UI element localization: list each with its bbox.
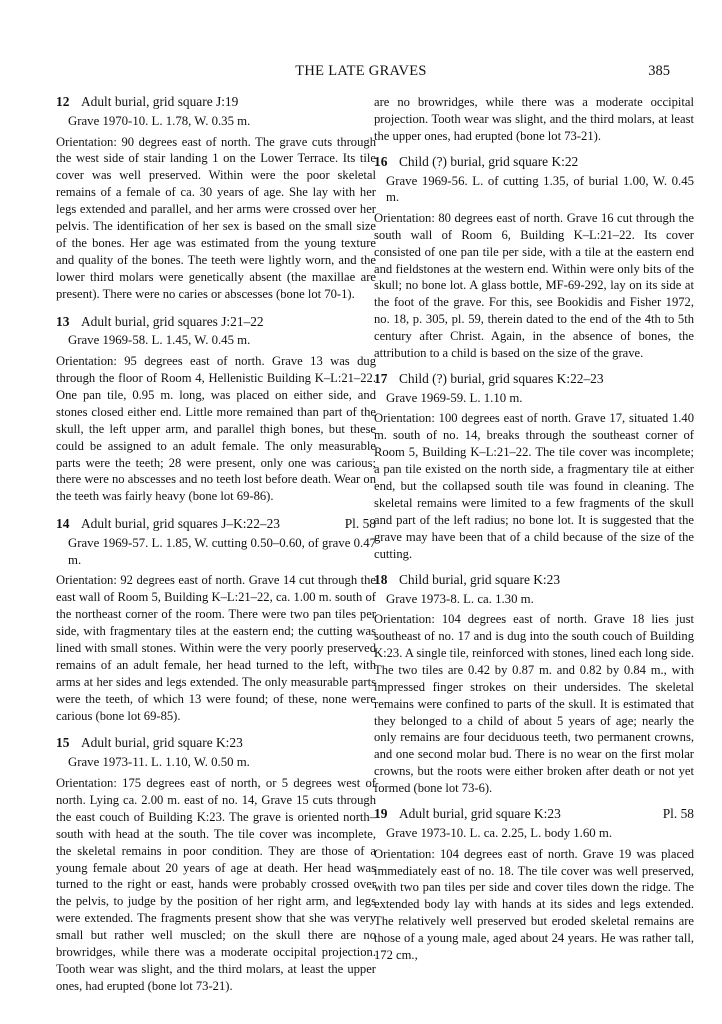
entry-title: Child burial, grid square K:23 <box>399 571 561 587</box>
entry-heading <box>56 94 376 111</box>
entry-title: Adult burial, grid squares J:21–22 <box>81 313 264 329</box>
entry-heading <box>56 516 376 533</box>
entry-description: Orientation: 175 degrees east of north, or 5 degrees west of north. Lying ca. 2.00 m. east of no. 14, Grave 15 cuts through the east couch of Building K:23. The grave is oriented north–south with head at the south. The tile cover was incomplete, the skeletal remains in poor condition. They are those of a young female about 20 years of age at death. Her head was turned to the right or east, hands were probably crossed over the pelvis, to judge by the position of her right arm, and legs were extended. The fragments present show that she was very small but rather well muscled; on the skull there are no browridges, while there was a moderate occipital projection. Tooth wear was slight, and the third molars, at least the upper ones, had erupted (bone lot 73-21). <box>56 775 376 993</box>
entry-title: Child (?) burial, grid square K:22 <box>399 153 579 169</box>
entry-heading <box>374 154 694 171</box>
entry-heading <box>56 314 376 331</box>
grave-measurements: Grave 1970-10. L. 1.78, W. 0.35 m. <box>68 113 251 128</box>
entry-description: Orientation: 104 degrees east of north. Grave 19 was placed immediately east of no. 18. The tile cover was well preserved, with two pan tiles per side and cover tiles down the ridge. The extended body lay with hands at its sides and legs extended. The relatively well preserved but eroded skeletal remains are those of a young male, aged about 24 years. He was rather tall, 172 cm., <box>374 846 694 963</box>
entry-15-continued: are no browridges, while there was a moderate occipital projection. Tooth wear was slight, and the third molars, at least the upper ones, had erupted (bone lot 73-21). <box>374 95 694 143</box>
right-column <box>374 94 694 964</box>
entry-16 <box>374 154 694 362</box>
entry-description: Orientation: 90 degrees east of north. The grave cuts through the west side of stair landing 1 on the Lower Terrace. Its tile cover was well preserved. Within were the poor skeletal remains of a female of ca. 30 years of age. She lay with her legs extended and parallel, and her arms were crossed over her pelvis. The identification of her sex is based on the small size of the bones. Her age was estimated from the young texture and quality of the bones. The teeth were lightly worn, and the lower third molars were genetically absent (the maxillae are present). There were no caries or abscesses (bone lot 70-1). <box>56 134 376 301</box>
entry-description: Orientation: 80 degrees east of north. Grave 16 cut through the south wall of Room 6, Building K–L:21–22. Its cover consisted of one pan tile per side, with a tile at the eastern end and fieldstones at the western end. Within were only bits of the skull; no bone lot. A glass bottle, MF-69-292, lay on its side at the foot of the grave. For this, see Bookidis and Fisher 1972, no. 18, p. 305, pl. 59, therein dated to the end of the 4th to 5th century after Christ. Again, in the absence of bones, the attribution to a child is based on the size of the grave. <box>374 210 694 361</box>
entry-heading <box>374 572 694 589</box>
running-title: THE LATE GRAVES <box>295 63 427 79</box>
entry-number: 19 <box>374 806 388 822</box>
entry-title: Adult burial, grid square K:23 <box>81 735 243 751</box>
entry-number: 18 <box>374 571 388 587</box>
entry-number: 12 <box>56 94 70 109</box>
entry-18 <box>374 572 694 797</box>
grave-measurements: Grave 1969-56. L. of cutting 1.35, of burial 1.00, W. 0.45 m. <box>386 173 694 205</box>
entry-19 <box>374 806 694 964</box>
entry-17 <box>374 371 694 563</box>
entry-heading <box>374 806 694 823</box>
grave-measurements: Grave 1969-59. L. 1.10 m. <box>386 390 523 405</box>
running-head <box>0 63 722 81</box>
entry-description: Orientation: 100 degrees east of north. Grave 17, situated 1.40 m. south of no. 14, breaks through the southeast corner of Room 5, Building K–L:21–22. The tile cover was incomplete; a pan tile existed on the north side, a fragmentary tile at either end, but the collapsed south tile was found in cleaning. The skeletal remains were limited to a few fragments of the skull and part of the left radius; no bone lot. It is suggested that the grave may have been that of a child because of the size of the cutting. <box>374 411 694 561</box>
entry-13 <box>56 314 376 506</box>
entry-title: Adult burial, grid square K:23 <box>399 806 561 822</box>
entry-number: 15 <box>56 735 70 751</box>
plate-reference: Pl. 58 <box>662 806 694 822</box>
entry-number: 17 <box>374 370 388 386</box>
page-number: 385 <box>648 63 670 79</box>
left-column <box>56 94 376 993</box>
entry-heading <box>374 371 694 388</box>
grave-measurements: Grave 1969-57. L. 1.85, W. cutting 0.50–0.60, of grave 0.47 m. <box>68 536 376 567</box>
plate-reference: Pl. 58 <box>344 516 376 532</box>
grave-measurements: Grave 1973-10. L. ca. 2.25, L. body 1.60 m. <box>386 826 613 840</box>
grave-measurements: Grave 1973-8. L. ca. 1.30 m. <box>386 591 534 606</box>
entry-title: Child (?) burial, grid squares K:22–23 <box>399 370 604 386</box>
entry-number: 16 <box>374 153 388 169</box>
entry-12 <box>56 94 376 303</box>
grave-measurements: Grave 1969-58. L. 1.45, W. 0.45 m. <box>68 333 251 348</box>
entry-15 <box>56 735 376 993</box>
entry-14 <box>56 516 376 724</box>
entry-description: Orientation: 104 degrees east of north. Grave 18 lies just southeast of no. 17 and is dug into the south couch of Building K:23. A single tile, reinforced with stones, lined each long side. The two tiles are 0.42 by 0.87 m. and 0.82 by 0.84 m., with impressed finger strokes on their undersides. The skeletal remains were confined to parts of the skull. It is estimated that they belonged to a child of about 5 years of age; nearly the only remains are four deciduous teeth, two permanent crowns, and one second molar bud. There is no wear on the first molar crowns, but the roots were either broken after death or not yet formed (bone lot 73-6). <box>374 612 694 796</box>
grave-measurements: Grave 1973-11. L. 1.10, W. 0.50 m. <box>68 755 250 770</box>
entry-description: Orientation: 95 degrees east of north. Grave 13 was dug through the floor of Room 4, Hellenistic Building K–L:21–22. One pan tile, 0.95 m. long, was placed on either side, and stones closed either end. Little more remained than part of the skull, the left upper arm, and parallel thigh bones, but these could be assigned to an adult female. The only measurable parts were the teeth; 28 were present, only one was carious; there were no abscesses and no teeth lost before death. Wear on the teeth was fairly heavy (bone lot 69-86). <box>56 354 376 504</box>
entry-heading <box>56 735 376 752</box>
entry-number: 13 <box>56 313 70 329</box>
entry-description: Orientation: 92 degrees east of north. Grave 14 cut through the east wall of Room 5, Building K–L:21–22, ca. 1.00 m. south of the northeast corner of the room. There were two pan tiles per side, with fragmentary tiles at the eastern end; the cutting was lined with small stones. Within were the very poorly preserved remains of an adult female, her head turned to the left, with arms at her sides and legs extended. The only measurable parts were the teeth, of which 13 were found; of these, none were carious (bone lot 69-85). <box>56 573 376 723</box>
entry-title: Adult burial, grid squares J–K:22–23 <box>81 516 280 532</box>
entry-number: 14 <box>56 516 70 532</box>
entry-title: Adult burial, grid square J:19 <box>81 94 239 109</box>
